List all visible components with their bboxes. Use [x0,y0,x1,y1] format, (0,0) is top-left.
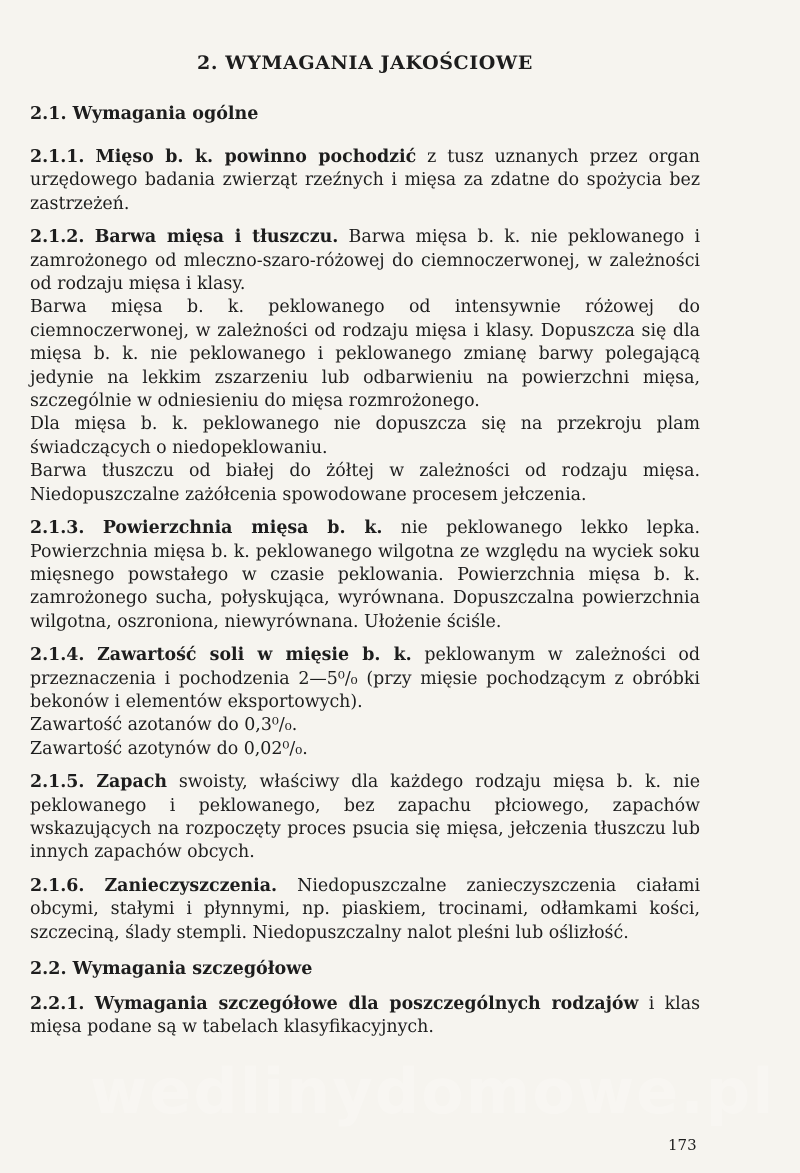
paragraph-text: Niedopuszczalne zanieczyszczenia ciałami obcymi, stałymi i płynnymi, np. piaskiem, trocinami, odłamkami kości, szczeciną, ślady stempli. Niedopuszczalny nalot pleśni lub oślizłość. [30,875,701,943]
section-heading-2-1: 2.1. Wymagania ogólne [30,104,259,124]
paragraph-2-1-5 [30,771,700,865]
paragraph-number: 2.1.3. [30,518,85,539]
paragraph-lead: Barwa mięsa i tłuszczu. [94,227,339,248]
paragraph-lead: Zawartość soli w mięsie b. k. [97,645,412,666]
section-heading-2-2: 2.2. Wymagania szczegółowe [30,959,313,979]
paragraph-2-1-2 [30,226,700,296]
paragraph-2-1-6 [30,875,700,945]
paragraph-lead: Zapach [96,772,167,793]
paragraph-number: 2.1.2. [30,227,85,248]
paragraph-lead: Mięso b. k. powinno pochodzić [95,147,417,167]
page-title: 2. WYMAGANIA JAKOŚCIOWE [197,52,533,74]
paragraph-number: 2.1.4. [30,645,85,666]
paragraph-text: swoisty, właściwy dla każdego rodzaju mięsa b. k. nie peklowanego i peklowanego, bez zapachu płciowego, zapachów wskazujących na rozpoczęty proces psucia się mięsa, jełczenia tłuszczu lub innych zapachów obcych. [30,772,700,863]
paragraph-number: 2.2.1. [30,994,85,1014]
paragraph-lead: Powierzchnia mięsa b. k. [102,518,383,539]
paragraph-2-1-3 [30,517,700,634]
paragraph-text: nie peklowanego lekko lepka. Powierzchnia mięsa b. k. peklowanego wilgotna ze względu na wyciek soku mięsnego powstałego w czasie peklowania. Powierzchnia mięsa b. k. zamrożonego sucha, połyskująca, wyrównana. Dopuszczalna powierzchnia wilgotna, oszroniona, niewyrównana. Ułożenie ściśle. [30,518,700,632]
paragraph-text: z tusz uznanych przez organ urzędowego badania zwierząt rzeźnych i mięsa za zdatne do spożycia bez zastrzeżeń. [30,147,700,214]
paragraph-lead: Zanieczyszczenia. [104,875,278,896]
paragraph-number: 2.1.6. [30,875,85,896]
paragraph-2-1-2-d: Barwa tłuszczu od białej do żółtej w zależności od rodzaju mięsa. Niedopuszczalne zażółcenia spowodowane procesem jełczenia. [30,461,700,505]
paragraph-2-1-4-b: Zawartość azotanów do 0,3⁰/₀. [30,715,298,736]
paragraph-text: peklowanym w zależności od przeznaczenia i pochodzenia 2—5⁰/₀ (przy mięsie pochodzącym z obróbki bekonów i elementów eksportowych). [30,645,701,712]
paragraph-2-1-2-b: Barwa mięsa b. k. peklowanego od intensywnie różowej do ciemnoczerwonej, w zależności od rodzaju mięsa i klasy. Dopuszcza się dla mięsa b. k. nie peklowanego i peklowanego zmianę barwy polegającą jedynie na lekkim zszarzeniu lub odbarwieniu na powierzchni mięsa, szczególnie w odniesieniu do mięsa rozmrożonego. [30,297,700,412]
paragraph-number: 2.1.1. [30,147,85,167]
paragraph-lead: Wymagania szczegółowe dla poszczególnych rodzajów [94,994,639,1014]
paragraph-number: 2.1.5. [30,772,85,793]
paragraph-2-1-1 [30,146,700,216]
paragraph-2-1-2-c: Dla mięsa b. k. peklowanego nie dopuszcza się na przekroju plam świadczących o niedopeklowaniu. [30,414,700,458]
page-content [30,52,700,1050]
paragraph-text: Barwa mięsa b. k. nie peklowanego i zamrożonego od mleczno-szaro-różowej do ciemnoczerwonej, w zależności od rodzaju mięsa i klasy. [30,227,701,295]
page-number: 173 [668,1136,697,1154]
paragraph-2-2-1 [30,993,700,1040]
paragraph-2-1-4-c: Zawartość azotynów do 0,02⁰/₀. [30,738,308,759]
paragraph-text: i klas mięsa podane są w tabelach klasyfikacyjnych. [30,994,700,1038]
paragraph-2-1-4 [30,644,700,714]
watermark: wedlinydomowe.pl [90,1055,776,1128]
